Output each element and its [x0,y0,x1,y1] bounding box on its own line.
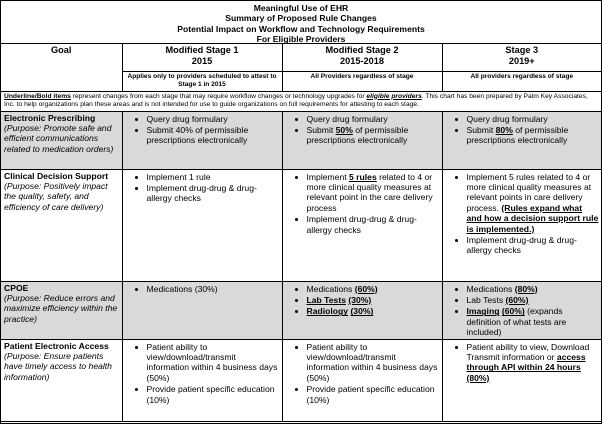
stage3-years: 2019+ [508,55,535,66]
requirement-item [467,295,600,305]
requirement-text: of permissible prescriptions electronically [466,124,569,146]
requirement-item [147,384,280,405]
stage2-requirements-cell [282,281,442,339]
goal-cell [1,281,122,339]
changed-requirement-text: (60%) [505,294,529,305]
rules-table [1,44,601,422]
requirement-text: Provide patient specific education (10%) [306,384,435,405]
stage2-column-header [282,44,442,71]
stage3-note-text: All providers regardless of stage [470,72,574,80]
stage1-requirements-cell [122,281,282,339]
changed-requirement-text: 80% [495,124,513,135]
goal-title: Patient Electronic Access [4,340,109,351]
requirement-text: (expands definition of what tests are included) [466,306,567,338]
requirement-item [467,306,600,337]
stage2-requirements-cell [282,111,442,169]
stage3-requirements-cell [442,339,601,421]
requirement-text: Lab Tests [466,294,506,305]
disclaimer-note [1,91,601,111]
requirement-text: Patient ability to view/download/transmit information within 4 business days (50%) [306,341,438,383]
disclaimer-legend: Underline/Bold items [4,92,71,100]
stage1-requirements-list [123,340,282,405]
requirement-text: Implement 5 rules related to 4 or more clinical quality measures at relevant points in care delivery process. [466,171,592,213]
requirement-item [147,114,280,124]
changed-requirement-text: (30%) [348,294,372,305]
requirement-item [307,306,440,316]
stage2-requirements-list [283,340,442,405]
stage1-note-text: Applies only to providers scheduled to attest to Stage 1 in 2015 [127,72,277,88]
stage1-requirements-list [123,170,282,204]
requirement-item [307,172,440,214]
goal-purpose: (Purpose: Positively impact the quality, safety, and efficiency of care delivery) [4,180,108,212]
goal-cell [1,339,122,421]
header-line-3: Potential Impact on Workflow and Technology Requirements [177,23,425,34]
chart-header [1,1,601,44]
requirement-item [307,214,440,235]
requirement-text: Patient ability to view, Download Transmit information or [466,341,590,362]
requirement-text: Provide patient specific education (10%) [146,384,275,405]
requirement-item [147,125,280,146]
disclaimer-row [1,91,601,111]
stage2-requirements-list [283,170,442,235]
requirement-item [147,342,280,384]
requirement-item [467,342,600,384]
column-header-row [1,44,601,71]
goal-row [1,169,601,281]
changed-requirement-text: (60%) [354,283,378,294]
requirement-item [307,342,440,384]
goal-title: CPOE [4,282,29,293]
changed-requirement-text: Imaging [466,306,500,317]
goal-rows [1,111,601,421]
changed-requirement-text: 50% [335,124,353,135]
requirement-item [467,172,600,234]
stage1-note [122,71,282,91]
header-line-4: For Eligible Providers [256,34,346,45]
stage3-requirements-cell [442,281,601,339]
goal-purpose: (Purpose: Reduce errors and maximize efficiency within the practice) [4,292,118,324]
requirement-item [147,284,280,294]
goal-purpose: (Purpose: Ensure patients have timely access to health information) [4,350,112,382]
stage2-title: Modified Stage 2 [325,45,399,55]
requirement-text: Implement 1 rule [146,171,211,182]
header-line-1: Meaningful Use of EHR [253,3,349,13]
goal-row [1,339,601,421]
requirement-text: Medications (30%) [146,283,218,294]
changed-requirement-text: Lab Tests [306,294,346,305]
requirement-item [307,114,440,124]
stage3-requirements-list [443,170,602,256]
changed-requirement-text: (60%) [501,306,525,317]
changed-requirement-text: Radiology [306,306,349,317]
requirement-item [147,183,280,204]
stage1-requirements-list [123,282,282,294]
stage1-column-header [122,44,282,71]
goal-column-header [1,44,122,91]
requirement-text: Implement drug-drug & drug-allergy checks [306,214,417,235]
stage2-requirements-cell [282,339,442,421]
requirement-text: Implement drug-drug & drug-allergy checks [466,234,577,256]
goal-cell [1,111,122,169]
stage2-years: 2015-2018 [340,55,384,66]
requirement-item [307,384,440,405]
stage1-years: 2015 [191,55,213,66]
requirement-text: Patient ability to view/download/transmit information within 4 business days (50%) [146,341,278,383]
requirement-text: Medications [466,283,515,294]
stage3-requirements-list [443,112,602,146]
goal-row [1,111,601,169]
requirement-text: Query drug formulary [466,113,548,124]
requirement-text: Query drug formulary [306,113,388,124]
requirement-item [307,284,440,294]
changed-requirement-text: 5 rules [349,171,377,182]
requirement-item [467,114,600,124]
stage3-title: Stage 3 [505,45,539,55]
requirement-item [307,295,440,305]
changed-requirement-text: (80%) [514,283,538,294]
stage1-title: Modified Stage 1 [165,45,239,55]
requirement-item [467,284,600,294]
stage3-requirements-list [443,282,602,338]
disclaimer-text-a: represent changes from each stage that may require workflow changes or technology upgrades for [70,92,367,100]
goal-title: Clinical Decision Support [4,170,109,181]
requirement-text: Submit [466,124,496,135]
stage1-requirements-cell [122,339,282,421]
disclaimer-text-b: . This chart has been prepared by Palm Key Associates, Inc. to help organizations plan these areas and is not intended for use to guide organizations on full requirements for attesting to each stage. [4,92,588,108]
stage3-note [442,71,601,91]
requirement-text: Medications [306,283,355,294]
goal-cell [1,169,122,281]
stage3-column-header [442,44,601,71]
requirement-text: of permissible prescriptions electronically [306,124,409,146]
stage2-note-text: All Providers regardless of stage [310,72,414,80]
stage3-requirements-cell [442,111,601,169]
requirement-text: Submit [306,124,336,135]
stage1-requirements-list [123,112,282,146]
requirement-text: related to 4 or more clinical quality measures at relevant point in the care delivery process [306,171,433,213]
requirement-text: Submit 40% of permissible prescriptions electronically [146,124,249,146]
stage2-requirements-cell [282,169,442,281]
requirement-item [467,235,600,256]
header-line-2: Summary of Proposed Rule Changes [225,13,377,24]
requirement-item [307,125,440,146]
requirement-item [147,172,280,182]
goal-row [1,281,601,339]
stage3-requirements-cell [442,169,601,281]
stage2-requirements-list [283,282,442,317]
requirement-text: Query drug formulary [146,113,228,124]
stage1-requirements-cell [122,111,282,169]
changed-requirement-text: (30%) [350,306,374,317]
disclaimer-eligible-providers: eligible providers [366,92,422,100]
goal-header-label: Goal [51,45,72,55]
requirement-item [467,125,600,146]
changed-requirement-text: access through API within 24 hours (80%) [466,351,586,383]
changed-requirement-text: (Rules expand what and how a decision support rule is implemented.) [466,202,599,234]
goal-title: Electronic Prescribing [4,112,96,123]
stage1-requirements-cell [122,169,282,281]
goal-purpose: (Purpose: Promote safe and efficient communications related to medication orders) [4,122,114,154]
stage3-requirements-list [443,340,602,384]
requirement-text: Implement drug-drug & drug-allergy checks [146,182,257,204]
requirement-text: Implement [306,171,350,182]
stage2-requirements-list [283,112,442,146]
stage2-note [282,71,442,91]
